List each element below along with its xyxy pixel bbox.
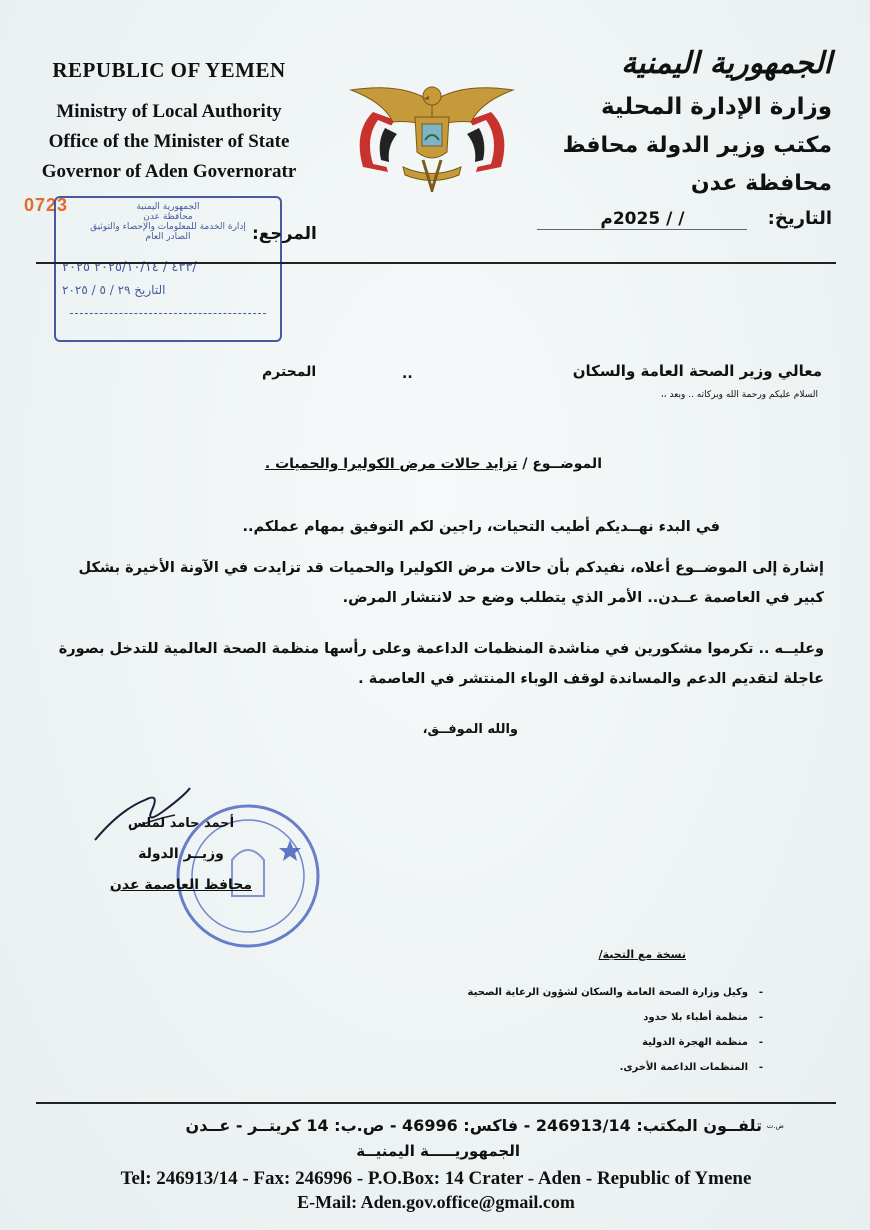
copies-title: نسخة مع التحية/ (598, 948, 686, 961)
date-label: التاريخ: (767, 208, 832, 229)
eagle-emblem-icon (343, 72, 521, 192)
subject-line (265, 456, 602, 472)
stamp-line-1: الجمهورية اليمنية (136, 202, 200, 212)
footer-country-ar: الجمهوريـــــة اليمنيــة (356, 1142, 520, 1160)
signature-block (86, 808, 276, 901)
subject-text: تزايد حالات مرض الكوليرا والحميات . (264, 456, 518, 472)
country-name-ar: الجمهورية اليمنية (621, 46, 832, 81)
office-name-en: Office of the Minister of State (48, 131, 290, 152)
signatory-position: محافظ العاصمة عدن (109, 877, 253, 893)
footer-contact-ar: تلفــون المكتب: 246913/14 - فاكس: 46996 - ص.ب: 14 كريتــر - عــدن (185, 1116, 762, 1135)
stamp-line-4: الصادر العام (145, 232, 191, 242)
addressee: معالي وزير الصحة العامة والسكان (572, 362, 822, 380)
ministry-name-ar: وزارة الإدارة المحلية (600, 94, 832, 120)
list-item: - منظمة الهجرة الدولية (468, 1030, 774, 1055)
closing: والله الموفــق، (422, 722, 518, 737)
footer-email: E-Mail: Aden.gov.office@gmail.com (297, 1192, 575, 1212)
header-arabic (512, 46, 832, 203)
paragraph-request: وعليــه .. تكرموا مشكورين في مناشدة المنظمات الداعمة وعلى رأسها منظمة الصحة العالمية للتدخل بصورة عاجلة لتقديم الدعم والمساندة لوقف الوباء المنتشر في العاصمة . (58, 641, 824, 687)
list-item: - منظمة أطباء بلا حدود (468, 1005, 774, 1030)
list-item: - المنظمات الداعمة الأخرى. (468, 1055, 774, 1080)
stamp-number: ٤٣٣ / ٢٠٢٥/١٠/١٤ ٢٠٢٥/ (62, 260, 197, 275)
date-value: / / 2025م (537, 209, 747, 230)
header-english (14, 58, 324, 187)
stamp-line-3: إدارة الخدمة للمعلومات والإحصاء والتوثيق (90, 222, 246, 232)
ministry-name-en: Ministry of Local Authority (56, 101, 282, 122)
stamp-line-2: محافظة عدن (143, 212, 193, 222)
footer-small-label: ض.ت (766, 1122, 784, 1130)
footer-contact-en: Tel: 246913/14 - Fax: 246996 - P.O.Box: 14 Crater - Aden - Republic of Ymene (120, 1168, 752, 1189)
country-name-en: REPUBLIC OF YEMEN (52, 58, 286, 82)
registry-stamp (54, 196, 282, 342)
signatory-name: أحمد حامد لملس (127, 816, 235, 831)
header-divider (36, 262, 836, 264)
date-row (537, 208, 832, 230)
paragraph-reference: إشارة إلى الموضــوع أعلاه، نفيدكم بأن حالات مرض الكوليرا والحميات قد تزايدت في الآونة الأخيرة بشكل كبير في العاصمة عــدن.. الأمر الذي يتطلب وضع حد لانتشار المرض. (78, 560, 824, 606)
stamp-date: التاريخ ٢٩ / ٥ / ٢٠٢٥ (62, 283, 166, 297)
footer-divider (36, 1102, 836, 1104)
signatory-title: وزيــر الدولة (138, 846, 224, 862)
stamp-rule (70, 313, 266, 314)
governor-name-en: Governor of Aden Governoratr (41, 161, 297, 182)
reference-number: 0723 (24, 195, 69, 215)
list-item: - وكيل وزارة الصحة العامة والسكان لشؤون الرعاية الصحية (468, 980, 774, 1005)
reference-label: المرجع: (252, 224, 317, 244)
honorific: المحترم (262, 364, 317, 380)
paragraph-opening: في البدء نهــديكم أطيب التحيات، راجين لكم التوفيق بمهام عملكم.. (242, 519, 720, 535)
addressee-dots: .. (402, 366, 413, 382)
greeting: السلام عليكم ورحمة الله وبركاته .. وبعد ،، (660, 390, 818, 400)
copies-list (468, 980, 774, 1080)
office-name-ar: مكتب وزير الدولة محافظ محافظة عدن (562, 133, 832, 196)
subject-label: الموضــوع / (522, 456, 602, 472)
